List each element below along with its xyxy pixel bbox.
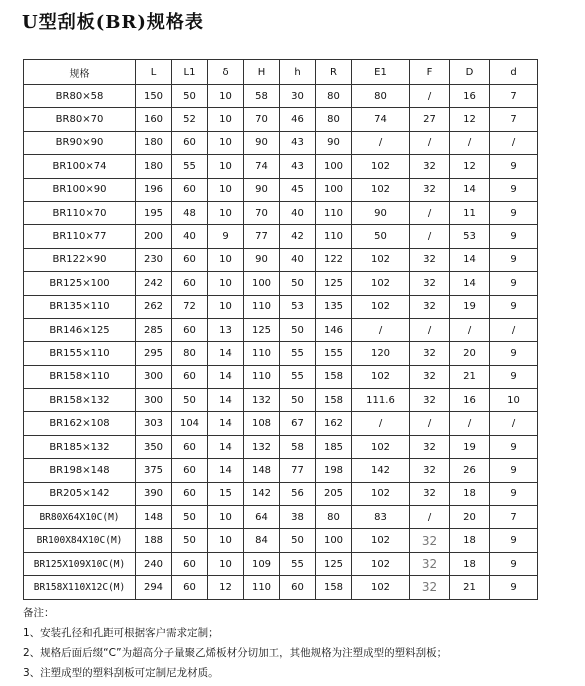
table-cell: 110 <box>316 201 352 224</box>
table-header-row <box>24 60 538 85</box>
table-cell: 10 <box>208 201 244 224</box>
table-cell: 42 <box>280 225 316 248</box>
table-cell: 80 <box>316 506 352 529</box>
table-cell: 60 <box>172 435 208 458</box>
model-cell: BR198×148 <box>24 459 136 482</box>
table-cell: 102 <box>352 272 410 295</box>
table-row <box>24 529 538 552</box>
table-cell: 102 <box>352 576 410 599</box>
table-cell: 9 <box>490 225 538 248</box>
table-cell: 45 <box>280 178 316 201</box>
table-cell: / <box>410 131 450 154</box>
table-cell: 9 <box>490 365 538 388</box>
table-row <box>24 178 538 201</box>
model-cell: BR122×90 <box>24 248 136 271</box>
model-cell: BR100×74 <box>24 155 136 178</box>
table-cell: 26 <box>450 459 490 482</box>
table-cell: 90 <box>244 178 280 201</box>
table-cell: 32 <box>410 482 450 505</box>
table-cell: 10 <box>208 131 244 154</box>
table-cell: 60 <box>172 459 208 482</box>
table-cell: 14 <box>450 178 490 201</box>
table-cell: 102 <box>352 178 410 201</box>
table-cell: 58 <box>244 85 280 108</box>
table-cell: 180 <box>136 131 172 154</box>
table-cell: 102 <box>352 482 410 505</box>
table-cell: / <box>410 201 450 224</box>
note-item-1: 1、安装孔径和孔距可根据客户需求定制； <box>23 627 219 639</box>
table-cell: 80 <box>316 85 352 108</box>
table-cell: 14 <box>208 435 244 458</box>
table-row <box>24 459 538 482</box>
table-row <box>24 225 538 248</box>
table-cell: 48 <box>172 201 208 224</box>
table-cell: 142 <box>352 459 410 482</box>
table-cell: 18 <box>450 482 490 505</box>
table-cell: 84 <box>244 529 280 552</box>
table-cell: 55 <box>172 155 208 178</box>
model-cell: BR100×90 <box>24 178 136 201</box>
table-cell: 21 <box>450 576 490 599</box>
column-header: R <box>316 60 352 85</box>
table-cell: 74 <box>244 155 280 178</box>
table-cell: 10 <box>208 248 244 271</box>
table-cell: 32 <box>410 295 450 318</box>
model-cell: BR158X110X12C(M) <box>24 576 136 599</box>
table-cell: 14 <box>208 389 244 412</box>
table-cell: 19 <box>450 295 490 318</box>
table-cell: 10 <box>208 108 244 131</box>
table-cell: 60 <box>172 131 208 154</box>
table-cell: 102 <box>352 529 410 552</box>
table-cell: 146 <box>316 318 352 341</box>
table-cell: 14 <box>208 365 244 388</box>
table-row <box>24 248 538 271</box>
table-cell: / <box>352 131 410 154</box>
table-cell: 32 <box>410 435 450 458</box>
table-cell: 242 <box>136 272 172 295</box>
table-cell: 18 <box>450 552 490 575</box>
table-cell: 100 <box>316 178 352 201</box>
table-cell: 188 <box>136 529 172 552</box>
table-cell: 83 <box>352 506 410 529</box>
table-cell: 14 <box>450 248 490 271</box>
model-cell: BR80×70 <box>24 108 136 131</box>
column-header: h <box>280 60 316 85</box>
table-cell: 196 <box>136 178 172 201</box>
table-row <box>24 131 538 154</box>
table-cell: 60 <box>280 576 316 599</box>
table-cell: 375 <box>136 459 172 482</box>
table-cell: 56 <box>280 482 316 505</box>
table-cell: 135 <box>316 295 352 318</box>
table-row <box>24 365 538 388</box>
table-cell: 32 <box>410 272 450 295</box>
table-cell: / <box>450 318 490 341</box>
model-cell: BR80×58 <box>24 85 136 108</box>
model-cell: BR125×100 <box>24 272 136 295</box>
table-cell: 60 <box>172 178 208 201</box>
table-cell: 294 <box>136 576 172 599</box>
table-cell: 32 <box>410 459 450 482</box>
table-row <box>24 108 538 131</box>
table-cell: 74 <box>352 108 410 131</box>
table-cell: 90 <box>316 131 352 154</box>
table-cell: 205 <box>316 482 352 505</box>
table-cell: 125 <box>316 272 352 295</box>
table-cell: 60 <box>172 576 208 599</box>
table-cell: 32 <box>410 576 450 599</box>
table-cell: 285 <box>136 318 172 341</box>
table-cell: 102 <box>352 248 410 271</box>
model-cell: BR100X84X10C(M) <box>24 529 136 552</box>
model-cell: BR162×108 <box>24 412 136 435</box>
column-header: D <box>450 60 490 85</box>
table-cell: 9 <box>490 155 538 178</box>
model-cell: BR205×142 <box>24 482 136 505</box>
table-cell: 9 <box>208 225 244 248</box>
table-cell: 50 <box>280 389 316 412</box>
table-cell: 15 <box>208 482 244 505</box>
table-cell: 55 <box>280 342 316 365</box>
table-cell: 9 <box>490 295 538 318</box>
column-header: d <box>490 60 538 85</box>
table-row <box>24 435 538 458</box>
table-cell: 158 <box>316 576 352 599</box>
table-cell: 58 <box>280 435 316 458</box>
table-cell: 9 <box>490 552 538 575</box>
table-cell: 60 <box>172 318 208 341</box>
table-cell: 21 <box>450 365 490 388</box>
model-cell: BR90×90 <box>24 131 136 154</box>
table-cell: 11 <box>450 201 490 224</box>
model-cell: BR135×110 <box>24 295 136 318</box>
table-row <box>24 201 538 224</box>
note-item-3: 3、注塑成型的塑料刮板可定制尼龙材质。 <box>23 667 219 679</box>
table-row <box>24 506 538 529</box>
table-cell: / <box>410 225 450 248</box>
table-cell: / <box>450 412 490 435</box>
table-cell: 10 <box>208 155 244 178</box>
table-cell: 38 <box>280 506 316 529</box>
table-cell: 7 <box>490 85 538 108</box>
table-cell: 158 <box>316 365 352 388</box>
table-cell: 67 <box>280 412 316 435</box>
table-cell: 52 <box>172 108 208 131</box>
page-title: U型刮板(BR)规格表 <box>22 12 204 33</box>
table-cell: 32 <box>410 342 450 365</box>
table-cell: 198 <box>316 459 352 482</box>
model-cell: BR158×110 <box>24 365 136 388</box>
table-cell: 50 <box>280 318 316 341</box>
table-cell: 148 <box>244 459 280 482</box>
table-cell: 50 <box>172 506 208 529</box>
table-cell: 262 <box>136 295 172 318</box>
table-cell: 9 <box>490 248 538 271</box>
table-cell: 102 <box>352 295 410 318</box>
table-cell: 104 <box>172 412 208 435</box>
table-cell: 40 <box>280 248 316 271</box>
table-cell: 18 <box>450 529 490 552</box>
table-cell: 60 <box>172 552 208 575</box>
table-cell: 102 <box>352 155 410 178</box>
table-cell: 9 <box>490 435 538 458</box>
table-cell: 64 <box>244 506 280 529</box>
table-cell: 50 <box>280 272 316 295</box>
table-cell: 9 <box>490 342 538 365</box>
model-cell: BR158×132 <box>24 389 136 412</box>
table-cell: 125 <box>244 318 280 341</box>
table-cell: 125 <box>316 552 352 575</box>
table-cell: 13 <box>208 318 244 341</box>
table-cell: / <box>410 412 450 435</box>
table-cell: 20 <box>450 342 490 365</box>
table-cell: 55 <box>280 365 316 388</box>
table-cell: 10 <box>208 295 244 318</box>
model-cell: BR110×77 <box>24 225 136 248</box>
table-cell: 43 <box>280 155 316 178</box>
table-cell: 7 <box>490 108 538 131</box>
table-cell: 9 <box>490 272 538 295</box>
table-cell: 9 <box>490 576 538 599</box>
table-cell: 9 <box>490 529 538 552</box>
table-cell: 60 <box>172 272 208 295</box>
column-header: δ <box>208 60 244 85</box>
model-cell: BR155×110 <box>24 342 136 365</box>
table-cell: 110 <box>244 365 280 388</box>
table-cell: 10 <box>490 389 538 412</box>
notes-heading: 备注： <box>23 607 55 619</box>
table-cell: 160 <box>136 108 172 131</box>
table-row <box>24 576 538 599</box>
table-cell: 80 <box>352 85 410 108</box>
table-cell: 155 <box>316 342 352 365</box>
table-cell: 100 <box>244 272 280 295</box>
table-cell: 12 <box>450 155 490 178</box>
table-cell: 110 <box>244 295 280 318</box>
table-cell: 102 <box>352 435 410 458</box>
table-cell: 240 <box>136 552 172 575</box>
table-cell: 60 <box>172 365 208 388</box>
table-cell: 60 <box>172 248 208 271</box>
table-cell: 50 <box>172 389 208 412</box>
table-row <box>24 412 538 435</box>
table-cell: 180 <box>136 155 172 178</box>
table-cell: 9 <box>490 201 538 224</box>
note-item-2: 2、规格后面后缀“C”为超高分子量聚乙烯板材分切加工，其他规格为注塑成型的塑料刮板； <box>23 647 448 659</box>
table-cell: 110 <box>244 342 280 365</box>
table-cell: 300 <box>136 365 172 388</box>
model-cell: BR110×70 <box>24 201 136 224</box>
column-header: 规格 <box>24 60 136 85</box>
table-cell: 53 <box>450 225 490 248</box>
table-body <box>24 85 538 600</box>
table-cell: 300 <box>136 389 172 412</box>
table-cell: 185 <box>316 435 352 458</box>
table-cell: 43 <box>280 131 316 154</box>
table-cell: 102 <box>352 552 410 575</box>
table-cell: 110 <box>316 225 352 248</box>
table-cell: 80 <box>172 342 208 365</box>
table-cell: 9 <box>490 459 538 482</box>
table-cell: 12 <box>208 576 244 599</box>
table-cell: / <box>490 131 538 154</box>
table-cell: / <box>410 318 450 341</box>
table-cell: 14 <box>208 459 244 482</box>
column-header: F <box>410 60 450 85</box>
table-row <box>24 272 538 295</box>
table-cell: 14 <box>208 412 244 435</box>
table-cell: 230 <box>136 248 172 271</box>
table-cell: 110 <box>244 576 280 599</box>
table-cell: 50 <box>352 225 410 248</box>
table-cell: / <box>450 131 490 154</box>
table-cell: 120 <box>352 342 410 365</box>
table-cell: 16 <box>450 389 490 412</box>
table-cell: 40 <box>172 225 208 248</box>
table-cell: 109 <box>244 552 280 575</box>
table-cell: 53 <box>280 295 316 318</box>
table-row <box>24 342 538 365</box>
table-cell: 10 <box>208 552 244 575</box>
table-cell: 32 <box>410 248 450 271</box>
column-header: L <box>136 60 172 85</box>
model-cell: BR80X64X10C(M) <box>24 506 136 529</box>
table-cell: 90 <box>244 131 280 154</box>
table-cell: 200 <box>136 225 172 248</box>
table-row <box>24 482 538 505</box>
table-cell: 50 <box>172 529 208 552</box>
table-cell: 100 <box>316 155 352 178</box>
table-cell: 162 <box>316 412 352 435</box>
table-cell: 295 <box>136 342 172 365</box>
table-cell: 108 <box>244 412 280 435</box>
table-cell: 100 <box>316 529 352 552</box>
table-cell: / <box>410 85 450 108</box>
table-cell: 14 <box>450 272 490 295</box>
column-header: E1 <box>352 60 410 85</box>
table-cell: 303 <box>136 412 172 435</box>
table-cell: 390 <box>136 482 172 505</box>
table-cell: 32 <box>410 552 450 575</box>
notes-section <box>23 603 573 683</box>
table-row <box>24 552 538 575</box>
table-cell: 70 <box>244 108 280 131</box>
table-cell: / <box>352 318 410 341</box>
table-cell: 70 <box>244 201 280 224</box>
table-cell: 148 <box>136 506 172 529</box>
table-cell: 10 <box>208 529 244 552</box>
table-cell: 50 <box>172 85 208 108</box>
table-cell: / <box>410 506 450 529</box>
spec-table <box>23 59 538 600</box>
table-cell: 30 <box>280 85 316 108</box>
table-cell: 195 <box>136 201 172 224</box>
table-cell: 77 <box>280 459 316 482</box>
column-header: H <box>244 60 280 85</box>
model-cell: BR125X109X10C(M) <box>24 552 136 575</box>
table-cell: 12 <box>450 108 490 131</box>
table-cell: 158 <box>316 389 352 412</box>
table-cell: 90 <box>352 201 410 224</box>
model-cell: BR146×125 <box>24 318 136 341</box>
table-cell: 142 <box>244 482 280 505</box>
table-cell: 27 <box>410 108 450 131</box>
table-row <box>24 155 538 178</box>
table-cell: 7 <box>490 506 538 529</box>
table-cell: 16 <box>450 85 490 108</box>
table-cell: 32 <box>410 178 450 201</box>
table-cell: 19 <box>450 435 490 458</box>
table-cell: 50 <box>280 529 316 552</box>
table-cell: 72 <box>172 295 208 318</box>
table-cell: / <box>490 412 538 435</box>
table-cell: 111.6 <box>352 389 410 412</box>
table-cell: 32 <box>410 389 450 412</box>
table-cell: 10 <box>208 178 244 201</box>
table-cell: 9 <box>490 178 538 201</box>
table-cell: 32 <box>410 365 450 388</box>
table-row <box>24 295 538 318</box>
table-cell: 55 <box>280 552 316 575</box>
table-cell: 60 <box>172 482 208 505</box>
table-cell: 132 <box>244 435 280 458</box>
table-cell: 9 <box>490 482 538 505</box>
table-cell: / <box>490 318 538 341</box>
column-header: L1 <box>172 60 208 85</box>
table-cell: 150 <box>136 85 172 108</box>
table-cell: 10 <box>208 272 244 295</box>
table-cell: 132 <box>244 389 280 412</box>
table-cell: / <box>352 412 410 435</box>
table-cell: 122 <box>316 248 352 271</box>
table-cell: 102 <box>352 365 410 388</box>
table-cell: 32 <box>410 155 450 178</box>
table-cell: 40 <box>280 201 316 224</box>
table-row <box>24 389 538 412</box>
model-cell: BR185×132 <box>24 435 136 458</box>
table-cell: 10 <box>208 506 244 529</box>
table-row <box>24 85 538 108</box>
table-cell: 90 <box>244 248 280 271</box>
table-cell: 77 <box>244 225 280 248</box>
table-cell: 80 <box>316 108 352 131</box>
table-cell: 14 <box>208 342 244 365</box>
table-cell: 46 <box>280 108 316 131</box>
table-cell: 20 <box>450 506 490 529</box>
table-cell: 10 <box>208 85 244 108</box>
table-cell: 350 <box>136 435 172 458</box>
table-cell: 32 <box>410 529 450 552</box>
table-row <box>24 318 538 341</box>
